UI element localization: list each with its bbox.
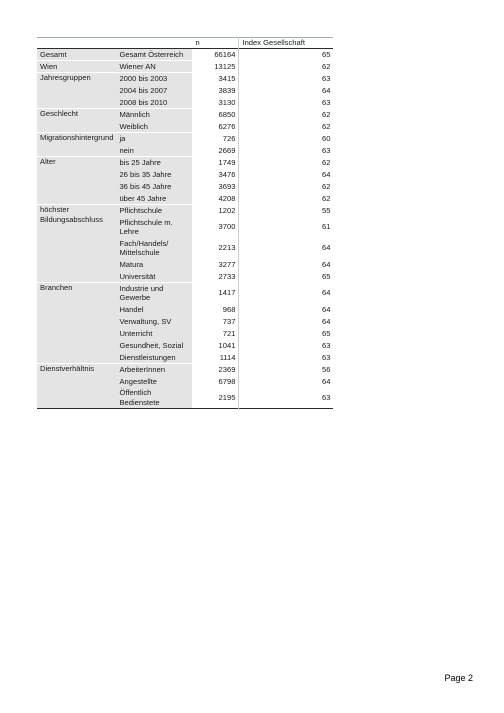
row-n-value: 2669 — [192, 145, 239, 157]
row-n-value: 3700 — [192, 217, 239, 238]
row-n-value: 3415 — [192, 73, 239, 85]
row-n-value: 1202 — [192, 205, 239, 217]
row-index-value: 62 — [322, 121, 331, 131]
table-row — [37, 157, 333, 169]
row-category: Handel — [116, 304, 192, 316]
row-index-value: 65 — [322, 271, 331, 281]
row-category: Industrie und Gewerbe — [116, 283, 192, 304]
row-n-value: 3693 — [192, 181, 239, 193]
row-group-label: Gesamt — [37, 49, 116, 61]
row-category: Pflichtschule m. Lehre — [116, 217, 192, 238]
row-category: über 45 Jahre — [116, 193, 192, 205]
row-category: Weiblich — [116, 121, 192, 133]
row-index-value: 63 — [322, 73, 331, 83]
row-category: ja — [116, 133, 192, 145]
row-index-value: 63 — [322, 97, 331, 107]
table-header-row — [37, 38, 333, 49]
row-category: Angestellte — [116, 376, 192, 388]
row-n-value: 6798 — [192, 376, 239, 388]
row-index-value: 63 — [322, 340, 331, 350]
row-index-value: 60 — [322, 133, 331, 143]
row-category: 2000 bis 2003 — [116, 73, 192, 85]
row-category: bis 25 Jahre — [116, 157, 192, 169]
header-category-cell — [116, 38, 192, 49]
row-group-label: Dienstverhältnis — [37, 364, 116, 409]
row-category: Männlich — [116, 109, 192, 121]
row-index-value: 55 — [322, 205, 331, 215]
row-n-value: 66164 — [192, 49, 239, 61]
row-n-value: 3130 — [192, 97, 239, 109]
row-n-value: 968 — [192, 304, 239, 316]
row-category: 2008 bis 2010 — [116, 97, 192, 109]
row-category: Öffentlich Bedienstete — [116, 388, 192, 409]
row-index-value: 65 — [322, 328, 331, 338]
row-group-label: Jahresgruppen — [37, 73, 116, 109]
row-index-value: 63 — [322, 145, 331, 155]
row-index-value: 64 — [322, 316, 331, 326]
table-row — [37, 49, 333, 61]
table-body — [37, 49, 333, 409]
row-n-value: 1749 — [192, 157, 239, 169]
row-category: 26 bis 35 Jahre — [116, 169, 192, 181]
row-n-value: 2733 — [192, 271, 239, 283]
row-category: nein — [116, 145, 192, 157]
row-n-value: 1417 — [192, 283, 239, 304]
row-group-label: Migrationshintergrund — [37, 133, 116, 157]
row-category: Universität — [116, 271, 192, 283]
row-n-value: 6276 — [192, 121, 239, 133]
row-index-value: 64 — [322, 169, 331, 179]
row-index-value: 61 — [322, 222, 331, 232]
row-group-label: Geschlecht — [37, 109, 116, 133]
table-row — [37, 73, 333, 85]
statistics-table — [37, 37, 333, 409]
row-index-value: 62 — [322, 181, 331, 191]
row-index-value: 64 — [322, 259, 331, 269]
header-group-cell — [37, 38, 116, 49]
table-row — [37, 364, 333, 376]
row-index-value: 64 — [322, 85, 331, 95]
row-category: Verwaltung, SV — [116, 316, 192, 328]
table-row — [37, 283, 333, 304]
table-row — [37, 205, 333, 217]
row-n-value: 737 — [192, 316, 239, 328]
row-index-value: 64 — [322, 243, 331, 253]
row-category: Pflichtschule — [116, 205, 192, 217]
row-n-value: 2213 — [192, 238, 239, 259]
table-row — [37, 109, 333, 121]
row-n-value: 3839 — [192, 85, 239, 97]
row-n-value: 4208 — [192, 193, 239, 205]
row-n-value: 3476 — [192, 169, 239, 181]
row-index-value: 62 — [322, 157, 331, 167]
row-index-value: 64 — [322, 376, 331, 386]
row-index-value: 62 — [322, 109, 331, 119]
page-number: Page 2 — [444, 673, 473, 683]
row-index-value: 64 — [322, 288, 331, 298]
row-category: 36 bis 45 Jahre — [116, 181, 192, 193]
table-row — [37, 61, 333, 73]
row-group-label: höchster Bildungsabschluss — [37, 205, 116, 283]
row-index-value: 62 — [322, 61, 331, 71]
row-group-label: Alter — [37, 157, 116, 205]
row-category: Gesundheit, Sozial — [116, 340, 192, 352]
row-category: Gesamt Österreich — [116, 49, 192, 61]
row-n-value: 13125 — [192, 61, 239, 73]
row-index-value: 56 — [322, 364, 331, 374]
table-row — [37, 133, 333, 145]
row-n-value: 726 — [192, 133, 239, 145]
row-category: Matura — [116, 259, 192, 271]
row-n-value: 2195 — [192, 388, 239, 409]
row-index-value: 65 — [322, 50, 331, 59]
row-n-value: 721 — [192, 328, 239, 340]
row-category: 2004 bis 2007 — [116, 85, 192, 97]
row-category: ArbeiterInnen — [116, 364, 192, 376]
row-index-value: 64 — [322, 304, 331, 314]
row-category: Unterricht — [116, 328, 192, 340]
row-category: Fach/Handels/ Mittelschule — [116, 238, 192, 259]
row-n-value: 2369 — [192, 364, 239, 376]
row-category: Dienstleistungen — [116, 352, 192, 364]
row-index-value: 62 — [322, 193, 331, 203]
row-category: Wiener AN — [116, 61, 192, 73]
row-n-value: 1114 — [192, 352, 239, 364]
header-index-gesellschaft: Index Gesellschaft — [239, 38, 334, 49]
header-n: n — [192, 38, 239, 49]
row-group-label: Branchen — [37, 283, 116, 364]
row-n-value: 6850 — [192, 109, 239, 121]
row-index-value: 63 — [322, 352, 331, 362]
row-index-value: 63 — [322, 393, 331, 402]
row-n-value: 3277 — [192, 259, 239, 271]
row-group-label: Wien — [37, 61, 116, 73]
row-n-value: 1041 — [192, 340, 239, 352]
